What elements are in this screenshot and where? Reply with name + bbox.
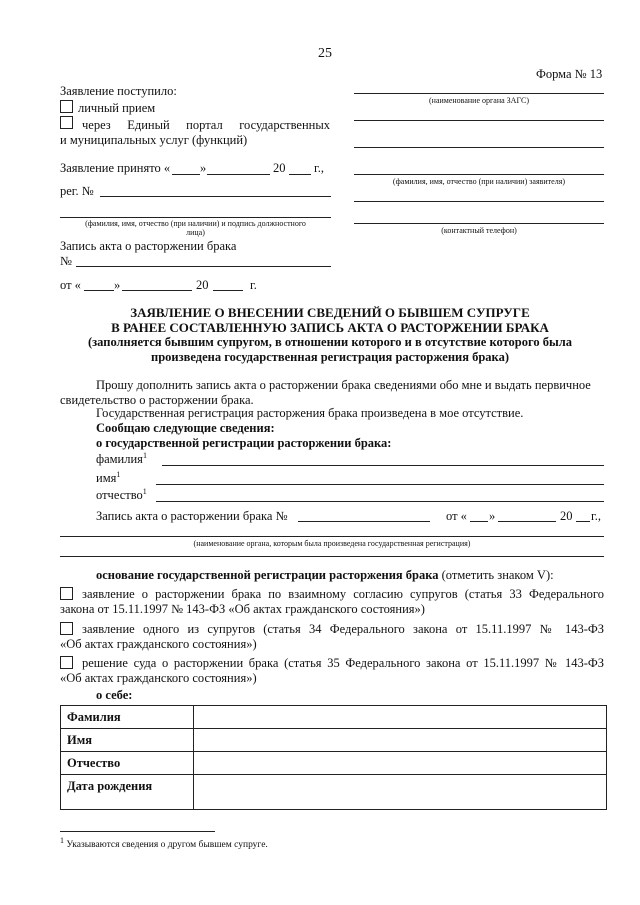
from-day-field[interactable] xyxy=(84,290,114,291)
self-birth-date-cell[interactable] xyxy=(194,775,607,810)
footnote xyxy=(60,835,268,851)
accepted-year-field[interactable] xyxy=(289,174,311,175)
record-from-mid: » xyxy=(489,509,496,523)
official-caption-line1: (фамилия, имя, отчество (при наличии) и подпись должностного xyxy=(85,219,306,228)
basis-label-bold: основание государственной регистрации расторжения брака xyxy=(96,568,439,582)
row-label-birth-date: Дата рождения xyxy=(61,775,194,810)
table-row xyxy=(61,752,607,775)
personal-receipt-label: личный прием xyxy=(78,101,156,115)
self-name-cell[interactable] xyxy=(194,729,607,752)
accepted-mid: » xyxy=(200,161,207,175)
organ-name-field[interactable] xyxy=(60,536,604,537)
from-suffix: г. xyxy=(250,278,257,292)
footnote-divider xyxy=(60,831,215,832)
name-footnote-mark: 1 xyxy=(116,469,121,479)
title-line1: ЗАЯВЛЕНИЕ О ВНЕСЕНИИ СВЕДЕНИЙ О БЫВШЕМ СУПРУГЕ xyxy=(130,305,530,320)
name-row xyxy=(96,471,120,486)
basis-label-rest: (отметить знаком V): xyxy=(441,568,554,582)
table-row xyxy=(61,706,607,729)
from-prefix: от « xyxy=(60,278,81,292)
basis-option2-line2: «Об актах гражданского состояния») xyxy=(60,637,257,651)
record-suffix: г., xyxy=(591,509,601,523)
ex-spouse-surname-field[interactable] xyxy=(162,465,604,466)
patronymic-row xyxy=(96,488,147,503)
self-patronymic-cell[interactable] xyxy=(194,752,607,775)
about-self-heading: о себе: xyxy=(96,688,133,702)
row-label-name: Имя xyxy=(61,729,194,752)
form-number: Форма № 13 xyxy=(536,67,603,81)
applicant-name-field-1[interactable] xyxy=(354,147,604,148)
surname-footnote-mark: 1 xyxy=(142,450,147,460)
phone-field[interactable] xyxy=(354,223,604,224)
basis-one-spouse-checkbox[interactable] xyxy=(60,622,73,635)
official-caption-line2: лица) xyxy=(186,228,205,237)
organ-caption: (наименование органа, которым была произведена государственная регистрация) xyxy=(193,539,471,548)
record-number-field[interactable] xyxy=(76,266,331,267)
page-number: 25 xyxy=(318,46,332,61)
basis-mutual-consent-checkbox[interactable] xyxy=(60,587,73,600)
row-label-patronymic: Отчество xyxy=(61,752,194,775)
record-number-label: № xyxy=(60,254,72,268)
record-year-prefix: 20 xyxy=(560,509,573,523)
basis-option3-line1: решение суда о расторжении брака (статья 35 Федерального закона от 15.11.1997 № 143-ФЗ xyxy=(82,656,604,670)
patronymic-label: отчество xyxy=(96,488,143,502)
basis-label xyxy=(96,568,554,583)
organ-name-field-2[interactable] xyxy=(60,556,604,557)
accepted-year-prefix: 20 xyxy=(273,161,286,175)
accepted-prefix: Заявление принято « xyxy=(60,161,171,175)
title-line2: В РАНЕЕ СОСТАВЛЕННУЮ ЗАПИСЬ АКТА О РАСТОРЖЕНИИ БРАКА xyxy=(111,320,549,335)
phone-caption: (контактный телефон) xyxy=(441,226,517,235)
surname-row xyxy=(96,452,147,467)
ex-spouse-name-field[interactable] xyxy=(156,484,604,485)
about-registration-label: о государственной регистрации расторжении брака: xyxy=(96,436,392,450)
reg-number-field[interactable] xyxy=(100,196,331,197)
title-line4: произведена государственная регистрация расторжения брака) xyxy=(151,350,509,364)
record-from-prefix: от « xyxy=(446,509,467,523)
table-row xyxy=(61,775,607,810)
official-signature-field[interactable] xyxy=(60,217,331,218)
basis-option1-line2: закона от 15.11.1997 № 143-ФЗ «Об актах гражданского состояния») xyxy=(60,602,425,616)
record-number-input[interactable] xyxy=(298,521,430,522)
name-label: имя xyxy=(96,471,117,485)
divorce-record-label: Запись акта о расторжении брака xyxy=(60,239,237,253)
table-row xyxy=(61,729,607,752)
from-year-field[interactable] xyxy=(213,290,243,291)
accepted-month-field[interactable] xyxy=(207,174,270,175)
basis-court-decision-checkbox[interactable] xyxy=(60,656,73,669)
registry-name-field[interactable] xyxy=(354,93,604,94)
basis-option3-line2: «Об актах гражданского состояния») xyxy=(60,671,257,685)
accepted-day-field[interactable] xyxy=(172,174,200,175)
applicant-caption: (фамилия, имя, отчество (при наличии) заявителя) xyxy=(392,177,566,186)
inform-label: Сообщаю следующие сведения: xyxy=(96,421,275,435)
portal-label-line1: через Единый портал государственных xyxy=(82,118,330,132)
record-day-field[interactable] xyxy=(470,521,488,522)
patronymic-footnote-mark: 1 xyxy=(142,486,147,496)
received-label: Заявление поступило: xyxy=(60,84,177,98)
request-line1: Прошу дополнить запись акта о расторжении брака сведениями обо мне и выдать первичное xyxy=(96,378,591,392)
record-month-field[interactable] xyxy=(498,521,556,522)
self-surname-cell[interactable] xyxy=(194,706,607,729)
footnote-mark: 1 xyxy=(60,835,64,845)
record-label: Запись акта о расторжении брака № xyxy=(96,509,288,523)
from-mid: » xyxy=(114,278,121,292)
applicant-name-field-2[interactable] xyxy=(354,174,604,175)
portal-checkbox[interactable] xyxy=(60,116,73,129)
personal-receipt-checkbox[interactable] xyxy=(60,100,73,113)
portal-label-line2: и муниципальных услуг (функций) xyxy=(60,133,248,147)
record-year-field[interactable] xyxy=(576,521,590,522)
registry-caption: (наименование органа ЗАГС) xyxy=(429,96,529,105)
title-line3: (заполняется бывшим супругом, в отношении которого и в отсутствие которого была xyxy=(87,335,573,349)
row-label-surname: Фамилия xyxy=(61,706,194,729)
footnote-text: Указываются сведения о другом бывшем супруге. xyxy=(66,840,268,850)
accepted-suffix: г., xyxy=(314,161,324,175)
ex-spouse-patronymic-field[interactable] xyxy=(156,501,604,502)
about-self-table xyxy=(60,705,607,810)
from-year-prefix: 20 xyxy=(196,278,209,292)
basis-option1-line1: заявление о расторжении брака по взаимному согласию супругов (статья 33 Федерального xyxy=(82,587,604,601)
applicant-name-field-3[interactable] xyxy=(354,201,604,202)
request-line2: свидетельство о расторжении брака. xyxy=(60,393,254,407)
surname-label: фамилия xyxy=(96,452,143,466)
basis-option2-line1: заявление одного из супругов (статья 34 Федерального закона от 15.11.1997 № 143-ФЗ xyxy=(82,622,604,636)
reg-number-label: рег. № xyxy=(60,184,94,198)
registry-name-field-2[interactable] xyxy=(354,120,604,121)
from-month-field[interactable] xyxy=(122,290,192,291)
absence-note: Государственная регистрация расторжения брака произведена в мое отсутствие. xyxy=(96,406,524,420)
